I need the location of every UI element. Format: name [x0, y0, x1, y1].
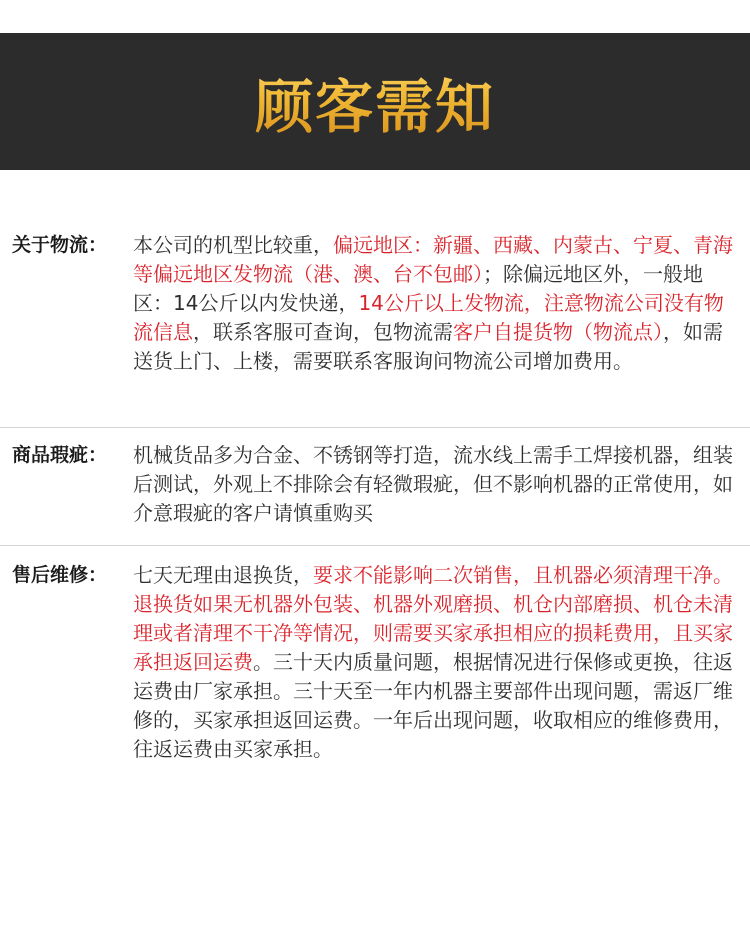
header-banner: [0, 33, 750, 170]
section-body: [133, 231, 738, 376]
page-title: 顾客需知: [255, 60, 495, 144]
text-segment-highlight: 偏远地区：新疆、西藏、内蒙古、宁夏、青海等偏远地区发物流（港、澳、台不包邮）: [133, 233, 733, 286]
text-segment: 。三十天内质量问题，根据情况进行保修或更换，往返运费由厂家承担。三十天至一年内机器主要部件出现问题，需返厂维修的，买家承担返回运费。一年后出现问题，收取相应的维修费用，往返运费由买家承担。: [133, 650, 733, 761]
text-segment-highlight: 要求不能影响二次销售，且机器必须清理干净。退换货如果无机器外包装、机器外观磨损、机仓内部磨损、机仓未清理或者清理不干净等情况，则需要买家承担相应的损耗费用，且买家承担返回运费: [133, 563, 733, 674]
divider: [0, 545, 750, 546]
section-label: 关于物流：: [12, 234, 108, 256]
text-segment: 七天无理由退换货，: [133, 563, 313, 587]
text-segment: ，联系客服可查询，包物流需: [193, 320, 453, 344]
text-segment: ；除偏远地区外，一般地区：14公斤以内发快递，: [133, 262, 703, 315]
text-segment: 机械货品多为合金、不锈钢等打造，流水线上需手工焊接机器，组装后测试，外观上不排除会有轻微瑕疵，但不影响机器的正常使用，如介意瑕疵的客户请慎重购买: [133, 443, 733, 525]
section-body: [133, 561, 738, 764]
text-segment-highlight: 客户自提货物（物流点）: [453, 320, 663, 344]
section-label: 售后维修：: [12, 564, 108, 586]
text-segment: ，如需送货上门、上楼，需要联系客服询问物流公司增加费用。: [133, 320, 723, 373]
section-body: [133, 441, 738, 528]
text-segment-highlight: 14公斤以上发物流，注意物流公司没有物流信息: [133, 291, 724, 344]
text-segment: 本公司的机型比较重，: [133, 233, 333, 257]
section-label: 商品瑕疵：: [12, 444, 108, 466]
divider: [0, 427, 750, 428]
